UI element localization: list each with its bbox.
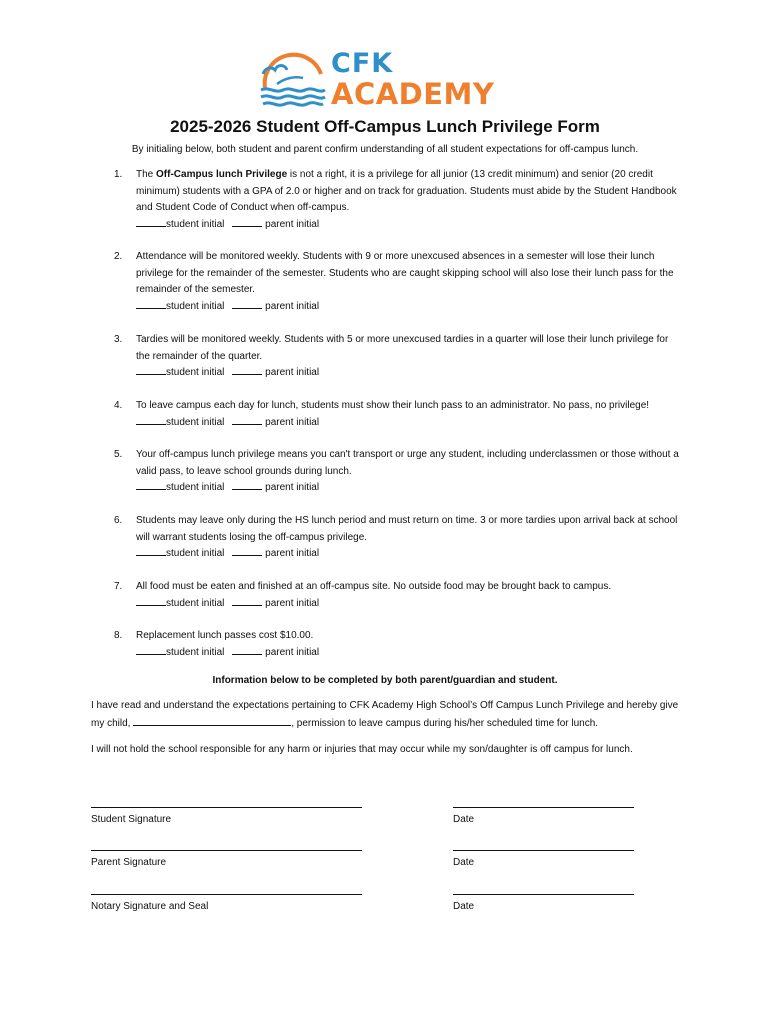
logo-text-cfk: CFK [331,48,394,79]
parent-initial-label: parent initial [265,548,320,559]
intro-text: By initialing below, both student and parent confirm understanding of all student expectations for off-campus lunch. [131,144,639,155]
item-text: is not a right, it is a privilege for all junior (13 credit minimum) and senior (20 credit minimum) students with a GPA of 2.0 or higher and on track for graduation. Students must abide by the Student Handbook and Student Code of Conduct when off-campus. [136,169,677,213]
consent-paragraph [91,698,691,732]
initials-row [136,217,682,234]
notary-signature-line[interactable] [91,894,362,895]
initials-row [136,596,682,613]
student-date-line[interactable] [453,807,634,808]
item-bold-text: Off-Campus lunch Privilege [156,169,288,180]
student-initial-field[interactable] [136,596,166,606]
item-text: Attendance will be monitored weekly. Students with 9 or more unexcused absences in a semester will lose their lunch privilege for the remainder of the semester. Students who are caught skipping school will also lose their lunch pass for the remainder of the semester. [136,251,674,295]
parent-initial-label: parent initial [265,300,320,312]
student-initial-label: student initial [166,646,225,658]
parent-initial-label: parent initial [265,597,320,609]
form-title: 2025-2026 Student Off-Campus Lunch Privilege Form [170,117,600,136]
item-text: Students may leave only during the HS lunch period and must return on time. 3 or more tardies upon arrival back at school will warrant students losing the off-campus privilege. [136,515,678,543]
parent-initial-field[interactable] [232,365,262,375]
student-initial-field[interactable] [136,217,166,227]
student-initial-label: student initial [166,597,225,609]
notary-signature-label: Notary Signature and Seal [91,901,209,912]
item-text: The [136,169,157,180]
student-initial-field[interactable] [136,299,166,309]
parent-initial-field[interactable] [232,480,262,490]
parent-initial-label: parent initial [265,367,320,378]
item-number: 8. [114,630,123,641]
student-initial-field[interactable] [136,415,166,425]
initials-row [136,645,682,662]
student-initial-field[interactable] [136,645,166,655]
parent-initial-label: parent initial [265,646,320,658]
item-number: 4. [114,400,123,411]
parent-initial-field[interactable] [232,299,262,309]
item-text: Tardies will be monitored weekly. Students with 5 or more unexcused tardies in a quarter will lose their lunch privilege for the remainder of the quarter. [136,334,669,362]
student-date-label: Date [453,814,475,825]
item-number: 7. [114,581,123,592]
student-initial-field[interactable] [136,480,166,490]
parent-initial-field[interactable] [232,415,262,425]
item-number: 2. [114,251,123,262]
parent-signature-label: Parent Signature [91,857,167,868]
student-initial-label: student initial [166,300,225,312]
initials-row [136,546,682,563]
parent-initial-label: parent initial [265,482,320,493]
item-number: 3. [114,334,123,345]
item-number: 1. [114,169,123,180]
item-text: Replacement lunch passes cost $10.00. [136,630,314,641]
student-signature-label: Student Signature [91,814,172,825]
parent-initial-field[interactable] [232,596,262,606]
item-number: 5. [114,449,123,460]
consent-text-b: , permission to leave campus during his/her scheduled time for lunch. [291,717,599,729]
liability-paragraph: I will not hold the school responsible for any harm or injuries that may occur while my son/daughter is off campus for lunch. [91,744,633,755]
student-initial-label: student initial [166,416,225,428]
completion-note: Information below to be completed by both parent/guardian and student. [212,675,558,686]
student-initial-label: student initial [166,548,225,559]
student-initial-field[interactable] [136,546,166,556]
student-initial-label: student initial [166,482,225,493]
item-text: All food must be eaten and finished at an off-campus site. No outside food may be brought back to campus. [136,581,612,592]
parent-initial-field[interactable] [232,217,262,227]
consent-text-a: I have read and understand the expectations pertaining to CFK Academy High School’s Off Campus Lunch Privilege and hereby give my child, [91,700,679,729]
parent-signature-line[interactable] [91,850,362,851]
logo-text-academy: ACADEMY [331,77,495,111]
initials-row [136,365,682,382]
parent-initial-field[interactable] [232,546,262,556]
item-number: 6. [114,515,123,526]
item-text: Your off-campus lunch privilege means you can't transport or urge any student, including underclassmen or those without a valid pass, to leave school grounds during lunch. [136,449,679,477]
student-initial-label: student initial [166,218,225,230]
student-initial-label: student initial [166,367,225,378]
parent-initial-field[interactable] [232,645,262,655]
student-initial-field[interactable] [136,365,166,375]
student-signature-line[interactable] [91,807,362,808]
parent-initial-label: parent initial [265,218,320,230]
notary-date-line[interactable] [453,894,634,895]
initials-row [136,415,682,432]
initials-row [136,299,682,316]
sun-waves-logo-icon [255,44,331,114]
parent-initial-label: parent initial [265,416,320,428]
child-name-field[interactable] [133,715,291,726]
parent-date-line[interactable] [453,850,634,851]
item-text: To leave campus each day for lunch, students must show their lunch pass to an administrator. No pass, no privilege! [136,400,650,411]
cfk-academy-logo [255,44,517,114]
notary-date-label: Date [453,901,475,912]
parent-date-label: Date [453,857,475,868]
initials-row [136,480,682,497]
